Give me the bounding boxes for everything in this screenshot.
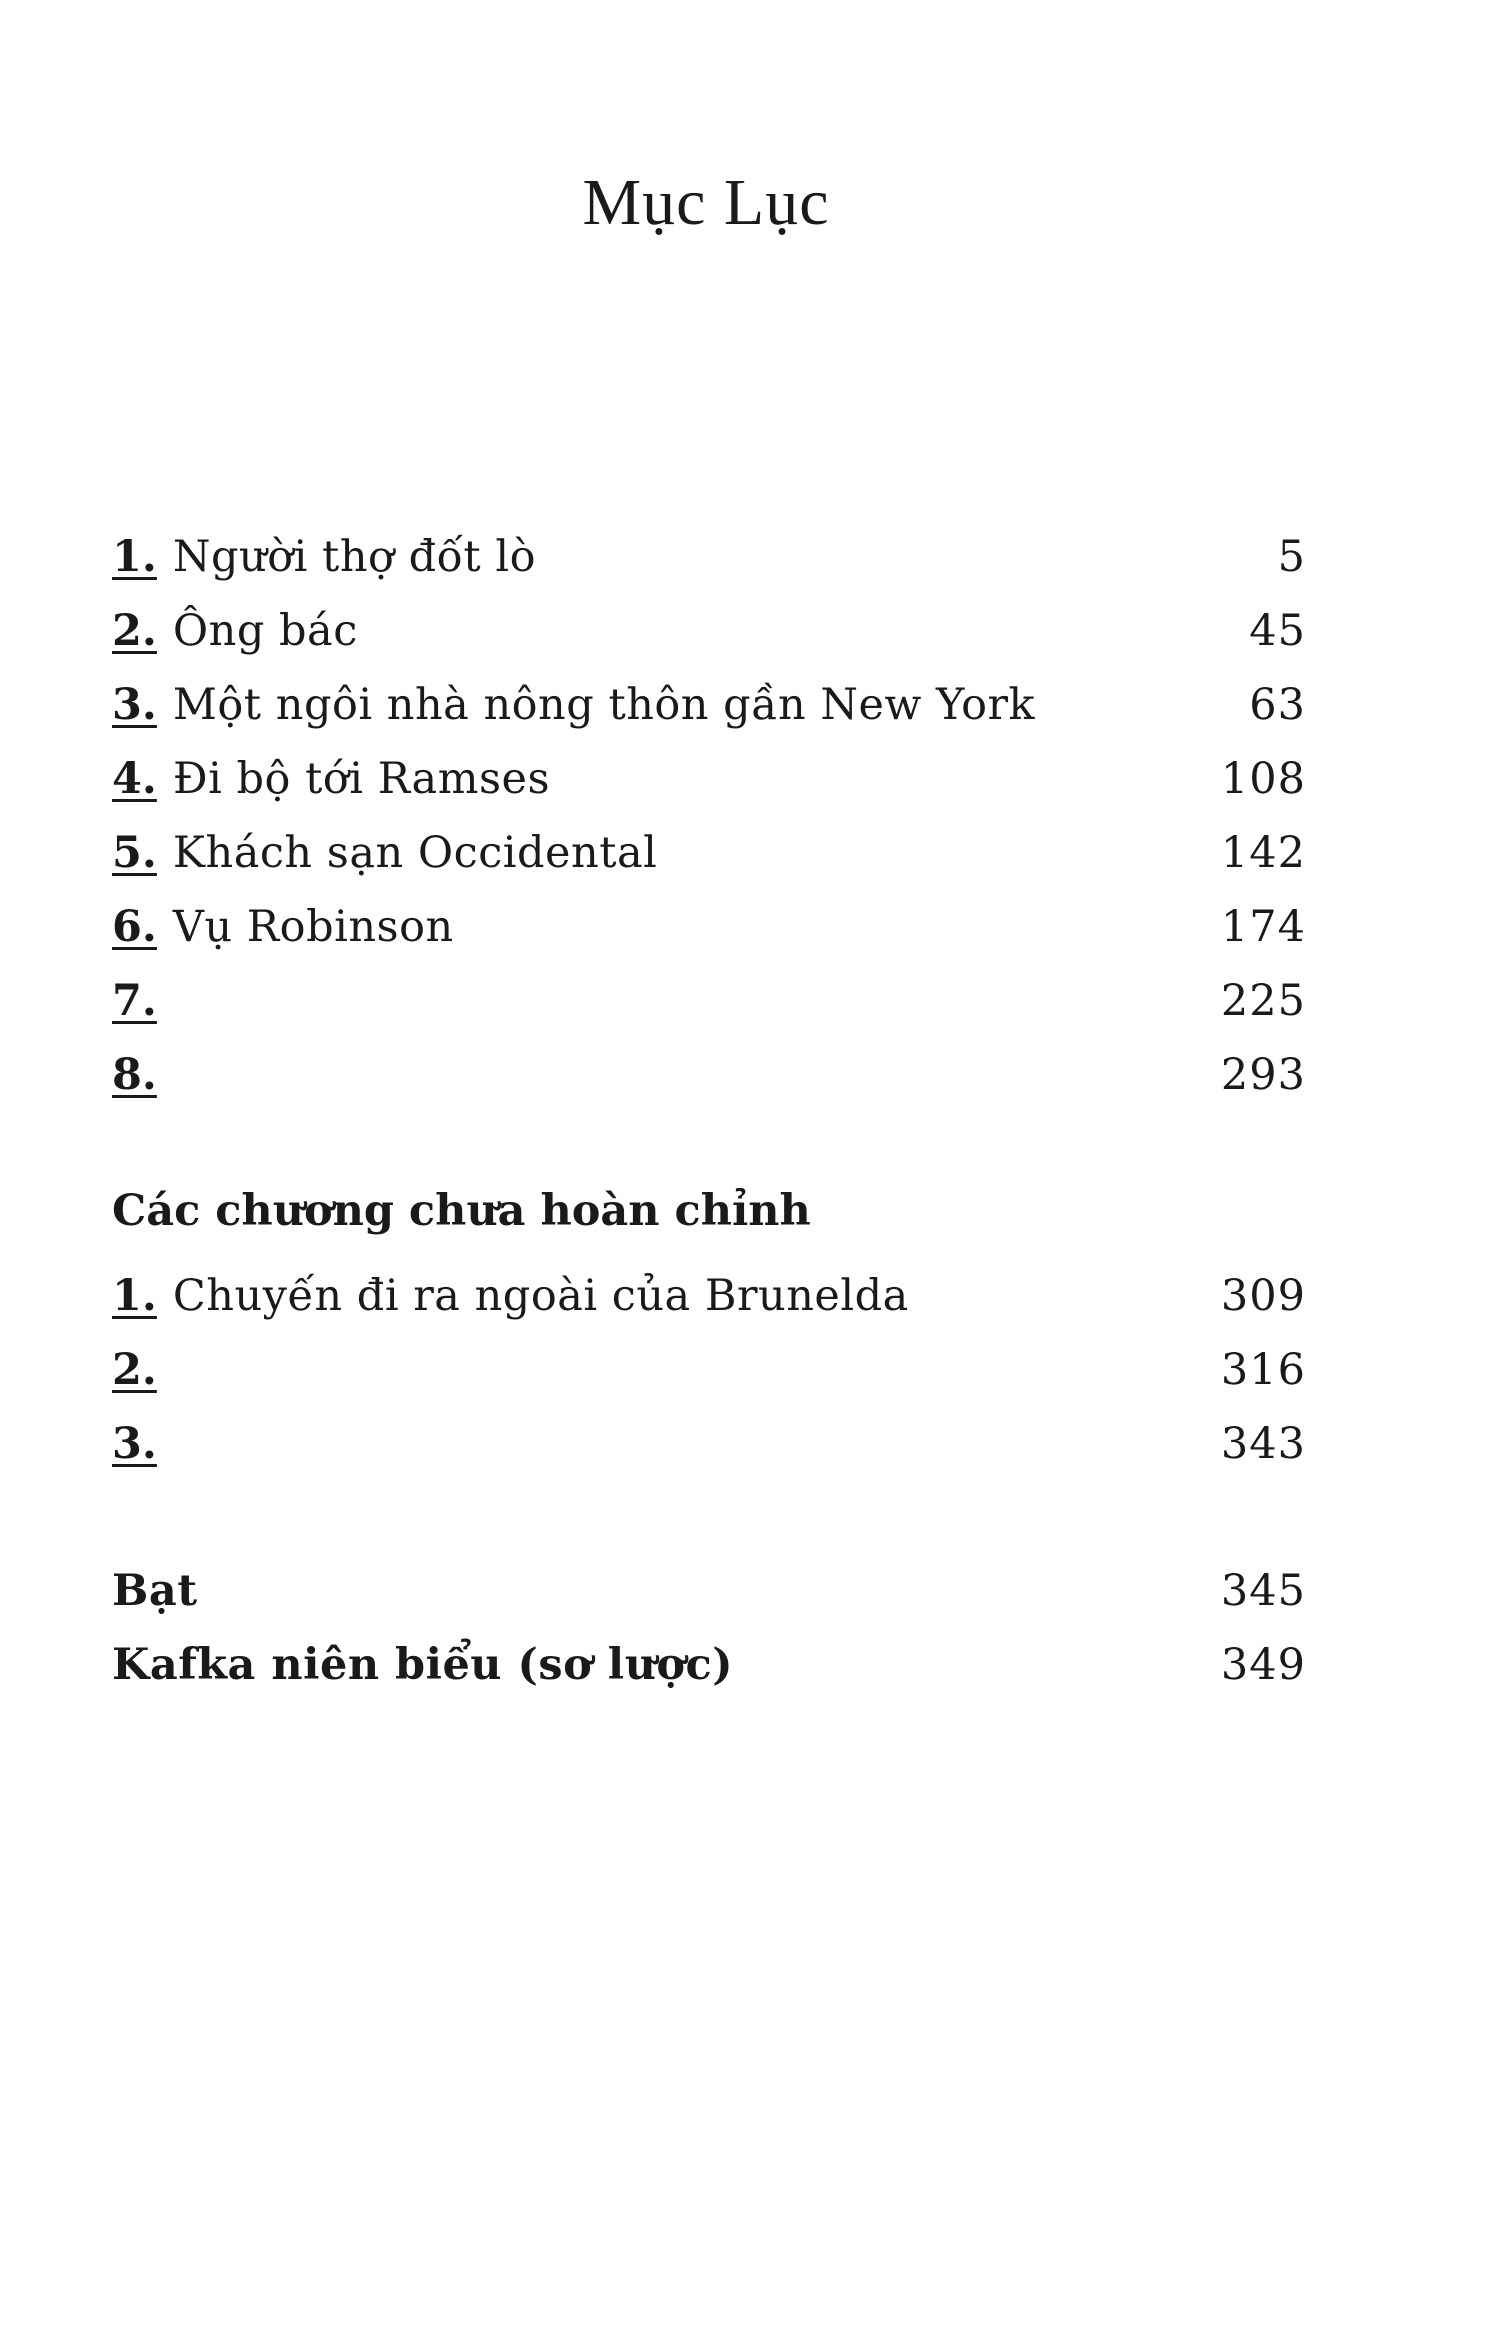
page-number: 316 — [1220, 1345, 1306, 1395]
back-matter-list — [112, 1554, 1306, 1702]
toc-entry[interactable] — [112, 964, 1306, 1038]
page-number: 343 — [1220, 1419, 1306, 1469]
page-number: 5 — [1277, 532, 1306, 582]
page-number: 345 — [1220, 1566, 1306, 1616]
entry-title: Kafka niên biểu (sơ lược) — [112, 1640, 734, 1690]
chapter-number: 4. — [112, 754, 157, 804]
toc-entry[interactable] — [112, 520, 1306, 594]
chapter-number: 5. — [112, 828, 157, 878]
chapter-title: Chuyến đi ra ngoài của Brunelda — [172, 1271, 909, 1321]
toc-entry[interactable] — [112, 1038, 1306, 1112]
entry-title: Bạt — [112, 1566, 198, 1616]
toc-entry[interactable] — [112, 594, 1306, 668]
toc-entry[interactable] — [112, 1407, 1306, 1481]
toc-entry[interactable] — [112, 1628, 1306, 1702]
toc-entry[interactable] — [112, 1333, 1306, 1407]
chapter-title: Người thợ đốt lò — [172, 532, 536, 582]
toc-entry[interactable] — [112, 742, 1306, 816]
page-number: 142 — [1220, 828, 1306, 878]
page-title: Mục Lục — [582, 166, 830, 239]
chapter-number: 3. — [112, 1419, 157, 1469]
page-number: 63 — [1249, 680, 1306, 730]
page-number: 293 — [1220, 1050, 1306, 1100]
chapter-number: 1. — [112, 1271, 157, 1321]
toc-entry[interactable] — [112, 816, 1306, 890]
chapter-title: Khách sạn Occidental — [172, 828, 658, 878]
chapter-title: Đi bộ tới Ramses — [172, 754, 551, 804]
chapter-number: 6. — [112, 902, 157, 952]
page-number: 349 — [1220, 1640, 1306, 1690]
toc-entry[interactable] — [112, 1554, 1306, 1628]
chapter-number: 2. — [112, 1345, 157, 1395]
toc-entry[interactable] — [112, 890, 1306, 964]
page-number: 108 — [1220, 754, 1306, 804]
page-number: 309 — [1220, 1271, 1306, 1321]
chapter-number: 7. — [112, 976, 157, 1026]
chapter-number: 1. — [112, 532, 157, 582]
toc-entry[interactable] — [112, 668, 1306, 742]
unfinished-chapter-list — [112, 1259, 1306, 1481]
chapter-number: 2. — [112, 606, 157, 656]
chapter-number: 3. — [112, 680, 157, 730]
toc-entry[interactable] — [112, 1259, 1306, 1333]
page-number: 225 — [1220, 976, 1306, 1026]
chapter-list — [112, 520, 1306, 1112]
page-number: 174 — [1220, 902, 1306, 952]
chapter-title: Ông bác — [172, 606, 358, 656]
section-heading: Các chương chưa hoàn chỉnh — [112, 1186, 811, 1236]
page-number: 45 — [1249, 606, 1306, 656]
chapter-title: Vụ Robinson — [172, 902, 454, 952]
chapter-number: 8. — [112, 1050, 157, 1100]
chapter-title: Một ngôi nhà nông thôn gần New York — [172, 680, 1036, 730]
